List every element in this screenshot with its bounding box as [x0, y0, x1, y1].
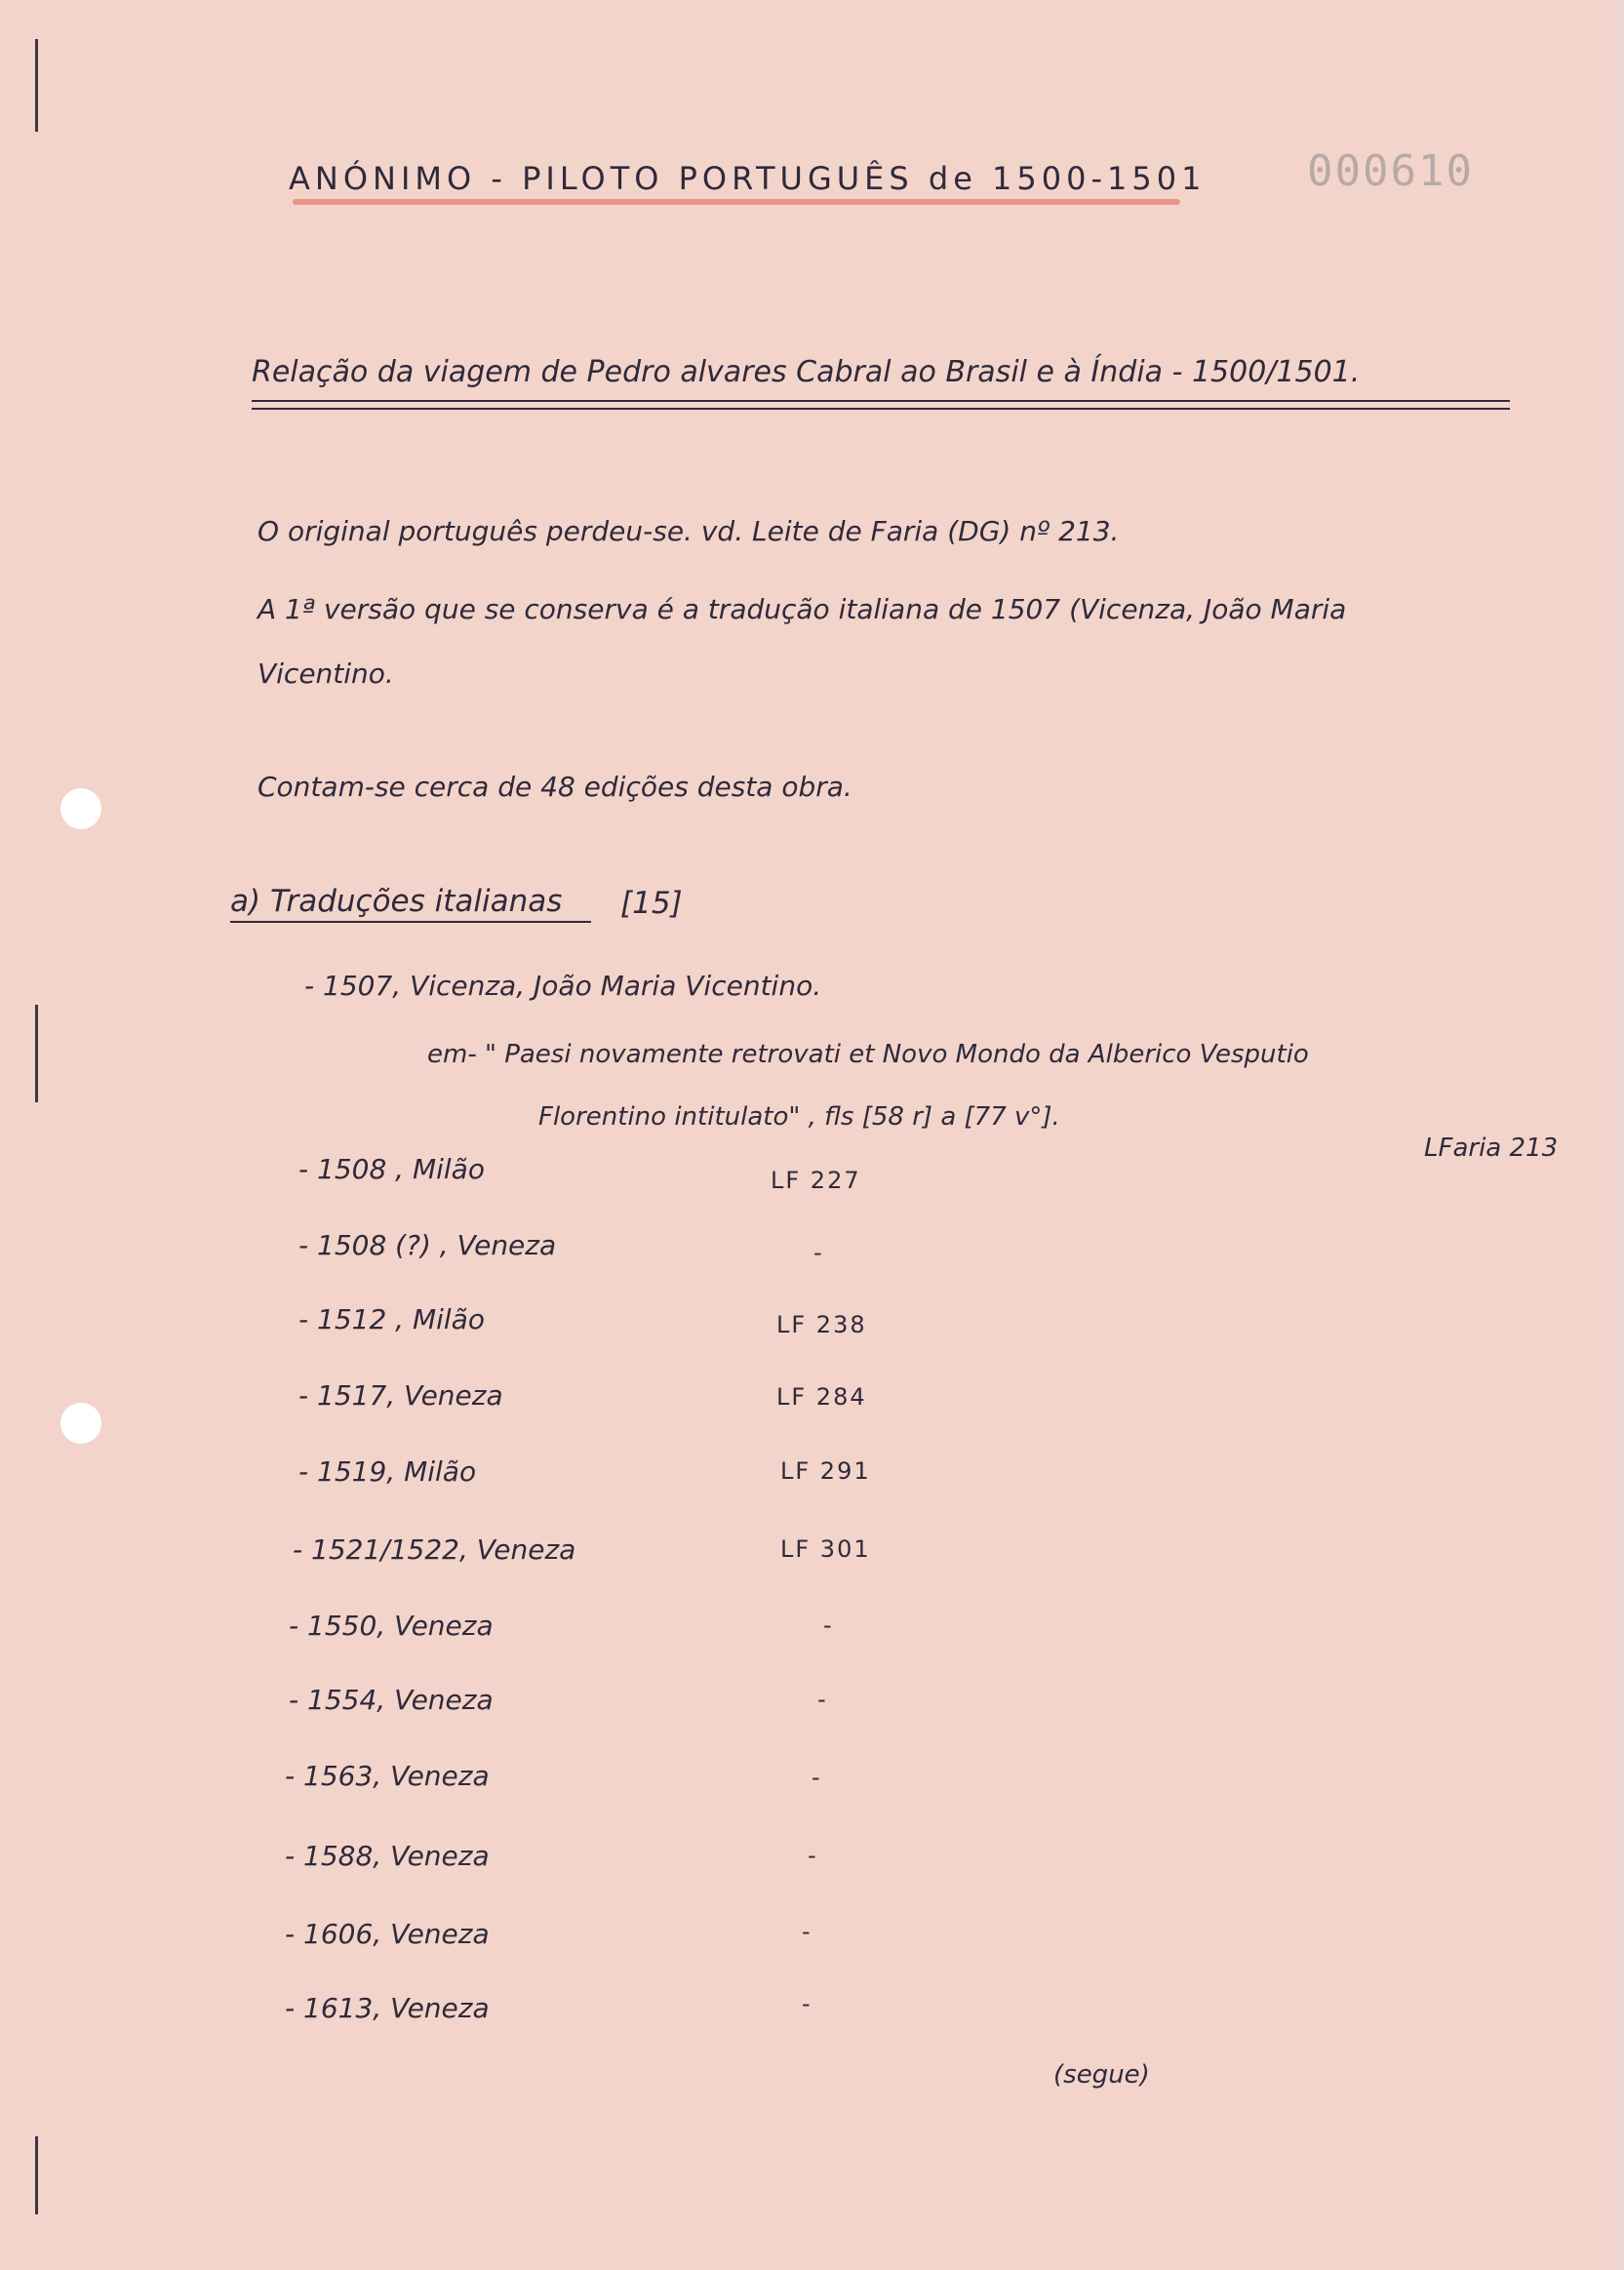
section-heading: a) Traduções italianas — [230, 884, 563, 919]
list-item-year: - 1508 , Milão — [298, 1153, 485, 1185]
paragraph-line-2: A 1ª versão que se conserva é a tradução italiana de 1507 (Vicenza, João Maria — [257, 593, 1347, 625]
margin-mark-middle — [35, 1005, 38, 1102]
paragraph-line-3: Vicentino. — [257, 657, 394, 690]
stamp-number: 000610 — [1307, 146, 1474, 196]
list-item-ref: - — [817, 1686, 828, 1713]
list-item-ref: - — [802, 1918, 812, 1945]
list-item-ref: - — [802, 1990, 812, 2017]
document-subtitle: Relação da viagem de Pedro alvares Cabral ao Brasil e à Índia - 1500/1501. — [252, 355, 1361, 389]
list-item-ref: - — [812, 1764, 822, 1791]
subtitle-underline-2 — [252, 408, 1510, 410]
list-item-year: - 1517, Veneza — [298, 1379, 503, 1412]
punch-hole-upper — [60, 788, 101, 829]
margin-mark-top — [35, 39, 38, 132]
header-red-underline — [293, 199, 1180, 205]
continues-note: (segue) — [1053, 2060, 1150, 2090]
list-item-ref: - — [823, 1612, 834, 1639]
list-item-ref: LF 301 — [780, 1535, 871, 1563]
punch-hole-lower — [60, 1403, 101, 1444]
first-entry-note-2: Florentino intitulato" , fls [58 r] a [77 v°]. — [538, 1102, 1060, 1132]
subtitle-underline-1 — [252, 400, 1510, 402]
list-item-ref: LF 291 — [780, 1457, 871, 1485]
list-item-year: - 1554, Veneza — [289, 1684, 494, 1716]
section-count: [15] — [620, 886, 683, 921]
first-entry-line: - 1507, Vicenza, João Maria Vicentino. — [304, 970, 822, 1002]
document-header-title: ANÓNIMO - PILOTO PORTUGUÊS de 1500-1501 — [289, 160, 1207, 197]
paragraph-line-1: O original português perdeu-se. vd. Leite de Faria (DG) nº 213. — [257, 515, 1120, 547]
list-item-ref: LF 284 — [776, 1383, 867, 1411]
section-heading-underline — [230, 921, 591, 923]
list-item-year: - 1606, Veneza — [285, 1918, 490, 1950]
paragraph-line-4: Contam-se cerca de 48 edições desta obra. — [257, 771, 852, 803]
list-item-year: - 1550, Veneza — [289, 1610, 494, 1642]
paper-edge — [1606, 0, 1624, 2270]
list-item-ref: - — [813, 1239, 824, 1266]
list-item-year: - 1508 (?) , Veneza — [298, 1229, 557, 1261]
margin-mark-bottom — [35, 2136, 38, 2214]
list-item-year: - 1512 , Milão — [298, 1303, 485, 1335]
list-item-ref: - — [808, 1842, 818, 1869]
first-entry-side-ref: LFaria 213 — [1424, 1134, 1559, 1163]
list-item-ref: LF 227 — [771, 1167, 861, 1194]
list-item-year: - 1588, Veneza — [285, 1840, 490, 1872]
list-item-year: - 1521/1522, Veneza — [293, 1533, 576, 1566]
list-item-year: - 1519, Milão — [298, 1455, 477, 1488]
list-item-year: - 1563, Veneza — [285, 1760, 490, 1792]
list-item-year: - 1613, Veneza — [285, 1992, 490, 2024]
first-entry-note-1: em- " Paesi novamente retrovati et Novo Mondo da Alberico Vesputio — [427, 1040, 1309, 1069]
list-item-ref: LF 238 — [776, 1311, 867, 1338]
